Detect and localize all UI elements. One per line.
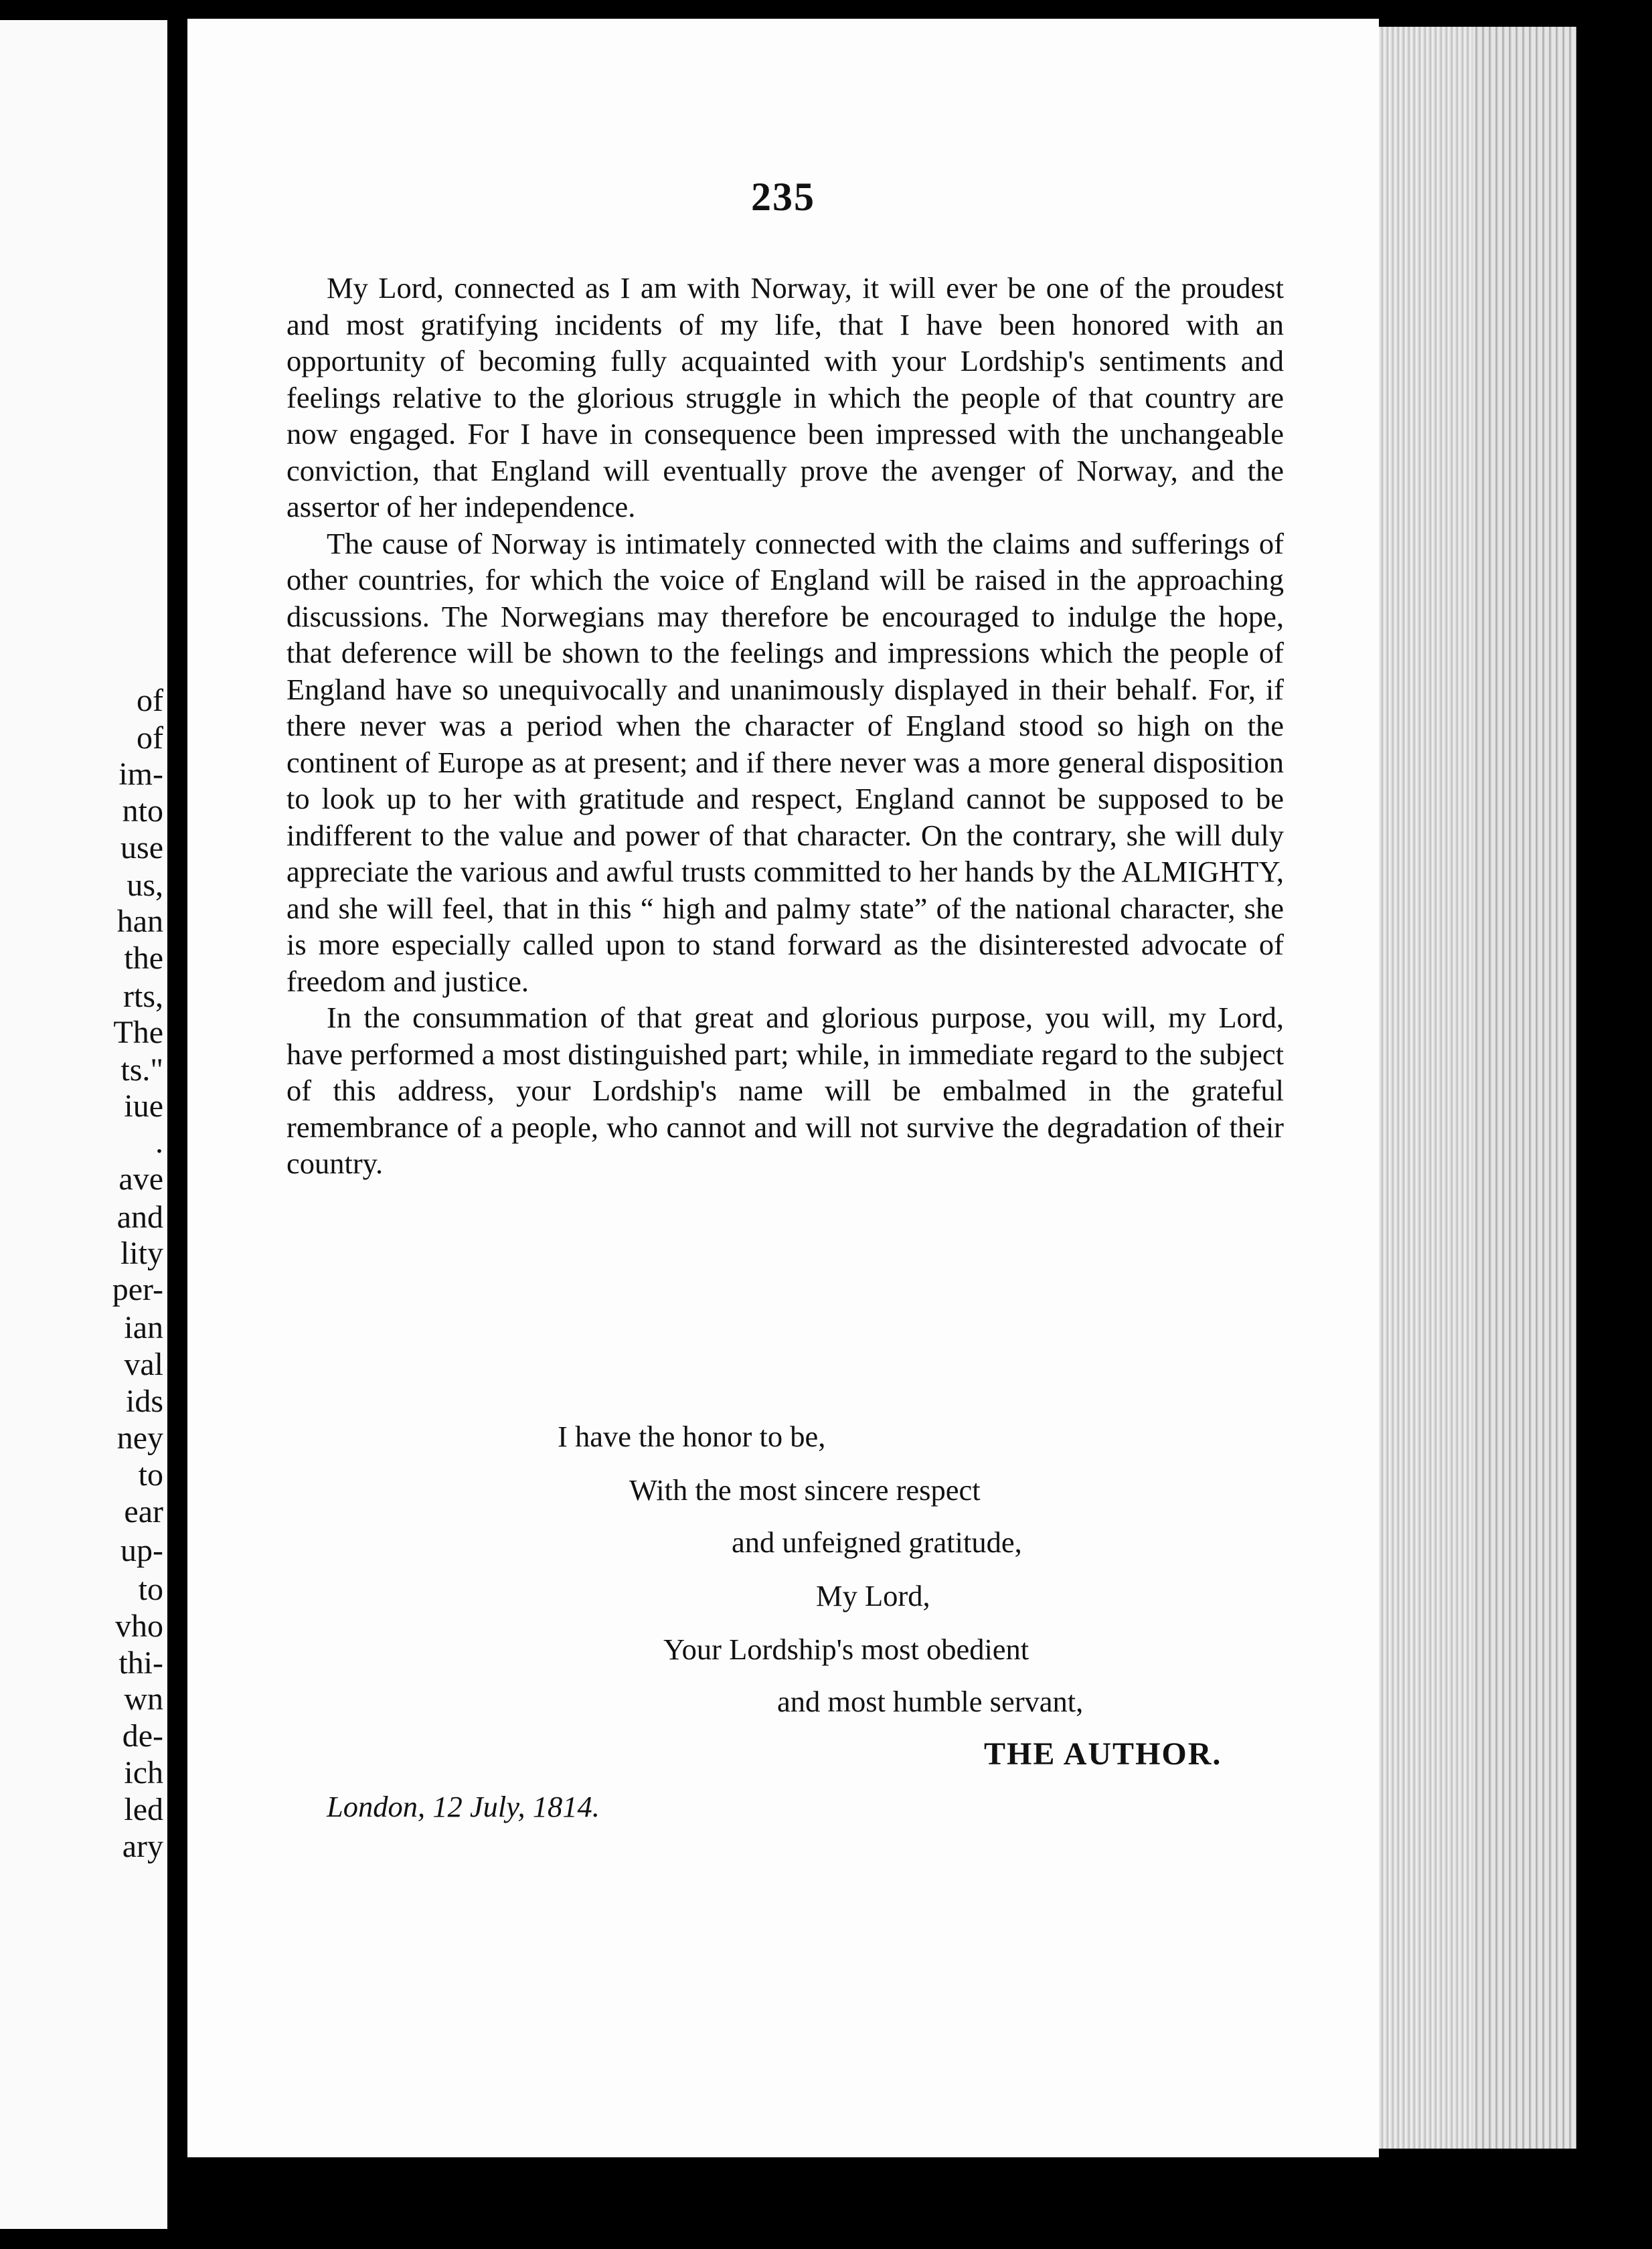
- facing-page-line: ear: [124, 1494, 163, 1529]
- facing-page-line: up-: [120, 1533, 163, 1568]
- facing-page-line: vho: [115, 1608, 163, 1644]
- book-page: [187, 19, 1379, 2157]
- facing-page-line: The: [113, 1015, 163, 1050]
- facing-page-line: iue: [124, 1088, 163, 1124]
- closing-line-2: With the most sincere respect: [629, 1473, 981, 1507]
- closing-line-6: and most humble servant,: [777, 1685, 1084, 1718]
- facing-page-line: to: [138, 1572, 163, 1607]
- facing-page-fragment: [0, 20, 167, 2229]
- facing-page-line: of: [137, 720, 163, 756]
- paragraph-2: The cause of Norway is intimately connected with the claims and sufferings of other countries, for which the voice of England will be raised in the approaching discussions. The Norwegians may therefore be encouraged to indulge the hope, that deference will be shown to the feelings and impressions which the people of England have so unequivocally and unanimously displayed in their behalf. For, if there never was a period when the character of England stood so high on the continent of Europe as at present; and if there never was a more general disposition to look up to her with gratitude and respect, England cannot be supposed to be indifferent to the value and power of that character. On the contrary, she will duly appreciate the various and awful trusts committed to her hands by the ALMIGHTY, and she will feel, that in this “ high and palmy state” of the national character, she is more especially called upon to stand forward as the disinterested advocate of freedom and justice.: [286, 526, 1284, 998]
- page-edges: [1379, 27, 1576, 2149]
- closing-line-1: I have the honor to be,: [558, 1420, 826, 1453]
- letter-body: [286, 270, 1284, 1182]
- facing-page-line: ids: [125, 1384, 163, 1419]
- signature: THE AUTHOR.: [984, 1736, 1222, 1772]
- paragraph-1: My Lord, connected as I am with Norway, it will ever be one of the proudest and most gratifying incidents of my life, that I have been honored with an opportunity of becoming fully acquainted with your Lordship's sentiments and feelings relative to the glorious struggle in which the people of that country are now engaged. For I have in consequence been impressed with the unchangeable conviction, that England will eventually prove the avenger of Norway, and the assertor of her independence.: [286, 271, 1284, 523]
- facing-page-line: .: [155, 1124, 163, 1160]
- facing-page-line: ney: [116, 1420, 163, 1456]
- facing-page-line: ave: [118, 1161, 163, 1197]
- place-and-date: London, 12 July, 1814.: [327, 1790, 600, 1823]
- facing-page-line: of: [137, 683, 163, 718]
- book-gutter: [167, 0, 187, 2249]
- facing-page-line: ian: [124, 1310, 163, 1345]
- closing-line-4: My Lord,: [816, 1579, 930, 1612]
- facing-page-line: and: [116, 1199, 163, 1235]
- facing-page-line: to: [138, 1457, 163, 1493]
- facing-page-line: per-: [112, 1272, 163, 1307]
- facing-page-line: ary: [122, 1829, 163, 1864]
- facing-page-line: ich: [124, 1755, 163, 1790]
- facing-page-line: the: [124, 940, 163, 976]
- facing-page-line: im-: [118, 756, 163, 792]
- facing-page-line: lity: [120, 1236, 163, 1271]
- facing-page-line: use: [120, 830, 163, 865]
- facing-page-line: de-: [122, 1718, 163, 1754]
- facing-page-line: han: [116, 904, 163, 939]
- facing-page-line: rts,: [123, 979, 163, 1014]
- paragraph-3: In the consummation of that great and glorious purpose, you will, my Lord, have performed a most distinguished part; while, in immediate regard to the subject of this address, your Lordship's name will be embalmed in the grateful remembrance of a people, who cannot and will not survive the degradation of their country.: [286, 1001, 1284, 1180]
- facing-page-line: nto: [122, 793, 163, 829]
- facing-page-line: ts.": [120, 1052, 163, 1088]
- facing-page-line: val: [124, 1347, 163, 1382]
- facing-page-line: led: [124, 1792, 163, 1827]
- closing-line-3: and unfeigned gratitude,: [732, 1525, 1022, 1559]
- facing-page-line: us,: [127, 867, 163, 903]
- closing-line-5: Your Lordship's most obedient: [663, 1633, 1029, 1666]
- facing-page-line: thi-: [118, 1645, 163, 1681]
- facing-page-line: wn: [124, 1681, 163, 1717]
- page-number: 235: [751, 175, 815, 219]
